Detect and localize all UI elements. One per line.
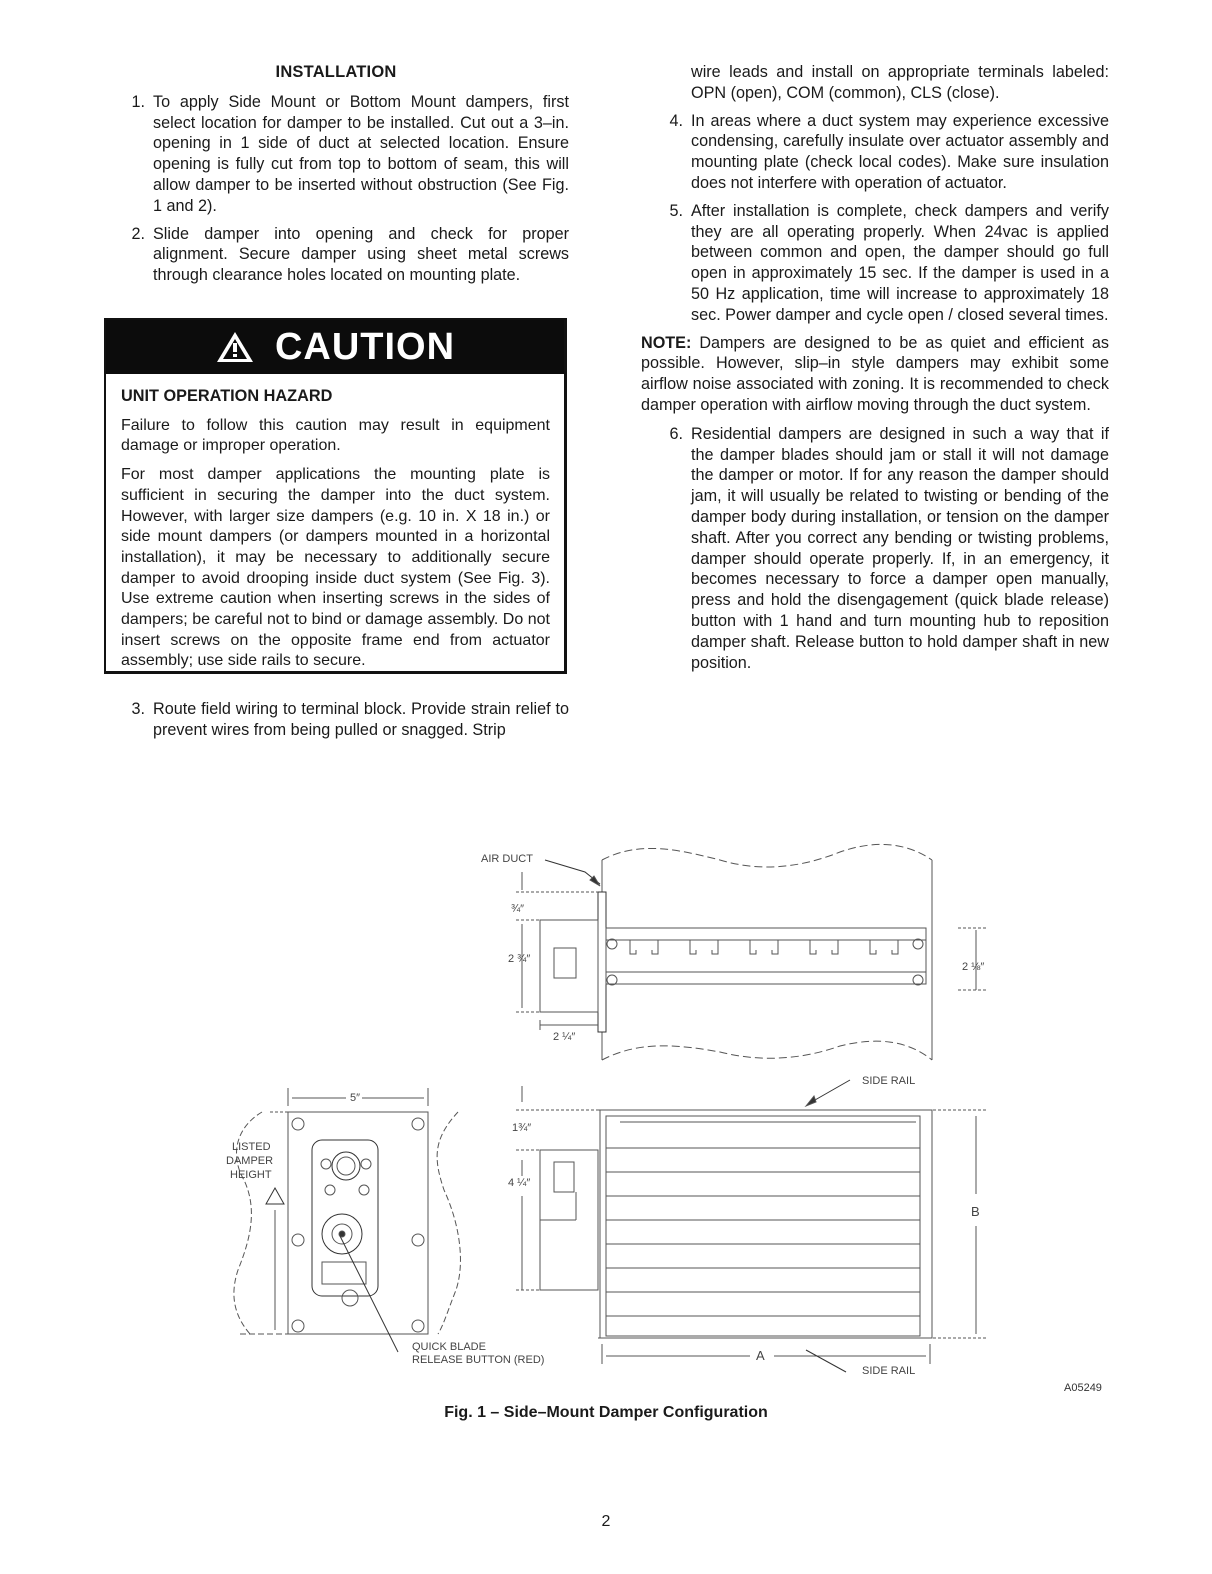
figure-id: A05249 (1064, 1382, 1102, 1394)
dimension-a-label: A (756, 1348, 765, 1363)
item-text: Residential dampers are designed in such a way that if the damper blades should jam or stall it will not damage the damper or motor. If for any reason the damper should jam, it will usually be related to twisting or bending of the damper body during installation, or tension on the damper shaft. After you correct any bending or twisting problems, damper should operate properly. If, in an emergency, it becomes necessary to force a damper open manually, press and hold the disengagement (quick blade release) button with 1 hand and turn mounting hub to reposition damper shaft. Release button to hold damper shaft in new position. (691, 424, 1109, 672)
side-rail-label: SIDE RAIL (862, 1075, 916, 1087)
note-label: NOTE: (641, 333, 692, 352)
item-number: 6. (669, 424, 683, 443)
item-number: 3. (131, 700, 145, 718)
dimension-label: 2 ¾″ (508, 953, 531, 965)
item-text: To apply Side Mount or Bottom Mount dampers, first select location for damper to be installed. Cut out a 3–in. opening in 1 side of duct at selected location. Ensure opening is fully cut from top to bottom of seam, this will allow damper to be inserted without obstruction (See Fig. 1 and 2). (153, 92, 569, 215)
item-number: 5. (669, 201, 683, 220)
page-number: 2 (601, 1513, 611, 1530)
listed-label: DAMPER (226, 1155, 274, 1167)
dimension-label: 2 ¼″ (553, 1031, 576, 1043)
caution-title: CAUTION (274, 325, 456, 368)
caution-paragraph: Failure to follow this caution may result in equipment damage or improper operation. (121, 416, 550, 455)
air-duct-label: AIR DUCT (481, 853, 533, 865)
item-number: 1. (131, 92, 145, 111)
dimension-label: 1¾″ (512, 1122, 532, 1134)
listed-label: HEIGHT (230, 1169, 272, 1181)
side-rail-label: SIDE RAIL (862, 1365, 916, 1377)
figure-caption: Fig. 1 – Side–Mount Damper Configuration (444, 1404, 768, 1421)
hazard-heading: UNIT OPERATION HAZARD (121, 387, 333, 405)
item-text: Slide damper into opening and check for proper alignment. Secure damper using sheet metal screws through clearance holes located on mounting plate. (153, 224, 569, 285)
item-number: 4. (669, 111, 683, 130)
item-text: Route field wiring to terminal block. Provide strain relief to prevent wires from being pulled or snagged. Strip (153, 700, 569, 739)
dimension-b-label: B (971, 1204, 980, 1219)
section-heading: INSTALLATION (275, 63, 397, 81)
dimension-label: ¾″ (511, 903, 525, 915)
dimension-label: 4 ¼″ (508, 1177, 531, 1189)
listed-label: LISTED (232, 1141, 271, 1153)
item-text: After installation is complete, check dampers and verify they are all operating properly. When 24vac is applied between common and open, the damper should go full open in approximately 15 sec. If the damper is used in a 50 Hz application, time will increase to approximately 18 sec. Power damper and cycle open / closed several times. (691, 201, 1109, 324)
item-text: In areas where a duct system may experience excessive condensing, carefully insulate over actuator assembly and mounting plate (check local codes). Make sure insulation does not interfere with operation of actuator. (691, 111, 1109, 192)
item-text: wire leads and install on appropriate terminals labeled: OPN (open), COM (common), CLS (close). (691, 63, 1109, 102)
quick-blade-label: QUICK BLADE (412, 1341, 486, 1353)
item-number: 2. (131, 224, 145, 243)
caution-paragraph: For most damper applications the mounting plate is sufficient in securing the damper into the duct system. However, with larger size dampers (e.g. 10 in. X 18 in.) or side mount dampers (or dampers mounted in a horizontal installation), it may be necessary to additionally secure damper to avoid drooping inside duct system (See Fig. 3). Use extreme caution when inserting screws in the sides of dampers; be careful not to bind or damage assembly. Do not insert screws on the opposite frame end from actuator assembly; use side rails to secure. (121, 466, 550, 670)
dimension-label: 5″ (350, 1092, 361, 1104)
dimension-label: 2 ⅛″ (962, 961, 985, 973)
note-text: Dampers are designed to be as quiet and efficient as possible. However, slip–in style dampers may exhibit some airflow noise associated with zoning. It is recommended to check damper operation with airflow moving through the duct system. (641, 333, 1109, 414)
quick-blade-label: RELEASE BUTTON (RED) (412, 1354, 545, 1366)
